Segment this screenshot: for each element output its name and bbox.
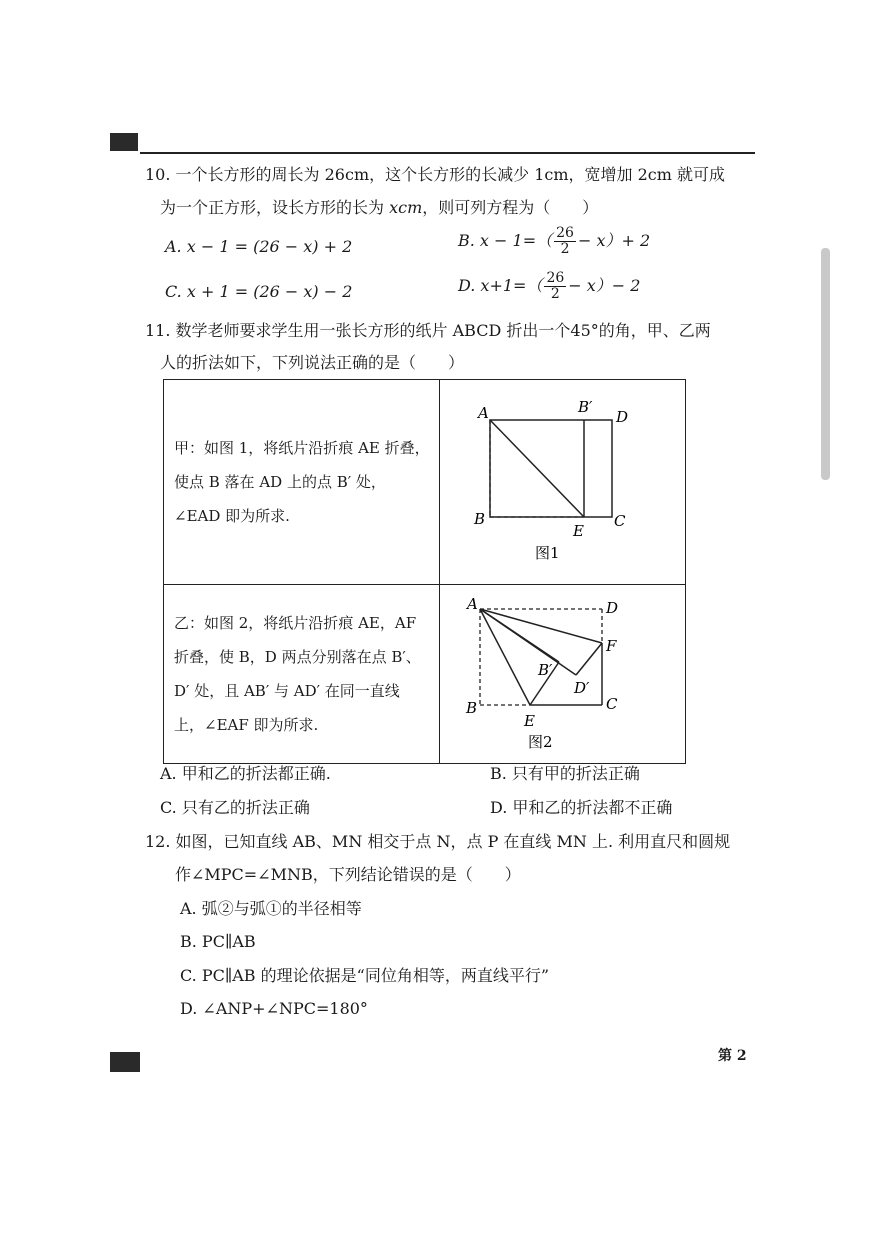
q10-option-a: A. x − 1 = (26 − x) + 2 bbox=[165, 237, 353, 256]
fig2-label: D bbox=[606, 599, 619, 617]
q12-option-d: D. ∠ANP+∠NPC=180° bbox=[180, 999, 368, 1018]
q12-option-c: C. PC∥AB 的理论依据是“同位角相等，两直线平行” bbox=[180, 966, 550, 985]
q11-option-c: C. 只有乙的折法正确 bbox=[160, 798, 310, 817]
page-number: 第 2 bbox=[718, 1048, 747, 1064]
fig2-label: E bbox=[524, 712, 535, 730]
fig1-label: C bbox=[614, 512, 626, 530]
figure-1 bbox=[440, 380, 685, 580]
fraction-26-over-2: $\frac{26}{2}$ bbox=[546, 270, 565, 302]
yi-line: 上，∠EAF 即为所求. bbox=[174, 716, 319, 734]
scrollbar-thumb[interactable] bbox=[821, 248, 830, 480]
fig2-label: A bbox=[467, 595, 478, 613]
header-rule bbox=[140, 152, 755, 154]
fig2-caption: 图2 bbox=[528, 733, 553, 751]
fig1-label: D bbox=[616, 408, 629, 426]
q10-line1: 10. 一个长方形的周长为 26cm，这个长方形的长减少 1cm，宽增加 2cm 就可成 bbox=[145, 165, 725, 184]
fig1-label: B′ bbox=[578, 398, 593, 416]
q12-line2: 作∠MPC=∠MNB，下列结论错误的是（ ） bbox=[175, 865, 521, 884]
q11-option-d: D. 甲和乙的折法都不正确 bbox=[490, 798, 673, 817]
fig1-label: A bbox=[478, 404, 489, 422]
fig1-label: B bbox=[474, 510, 486, 528]
fig2-label: C bbox=[606, 695, 618, 713]
folding-methods-table bbox=[163, 379, 686, 764]
yi-line: 乙：如图 2，将纸片沿折痕 AE，AF bbox=[174, 614, 417, 632]
fig1-label: E bbox=[573, 522, 584, 540]
yi-method-cell bbox=[164, 585, 440, 764]
figure-2-cell bbox=[440, 585, 686, 764]
jia-line: ∠EAD 即为所求. bbox=[174, 507, 290, 525]
yi-line: 折叠，使 B，D 两点分别落在点 B′、 bbox=[174, 648, 421, 666]
figure-2 bbox=[440, 585, 685, 759]
q12-line1: 12. 如图，已知直线 AB、MN 相交于点 N，点 P 在直线 MN 上. 利用直尺和圆规 bbox=[145, 832, 731, 851]
q10-line2: 为一个正方形，设长方形的长为 xcm，则可列方程为（ ） bbox=[160, 198, 599, 217]
q12-option-b: B. PC∥AB bbox=[180, 932, 256, 951]
fig2-label: D′ bbox=[574, 679, 590, 697]
jia-line: 使点 B 落在 AD 上的点 B′ 处， bbox=[174, 473, 386, 491]
fraction-26-over-2: $\frac{26}{2}$ bbox=[556, 225, 574, 257]
fig1-caption: 图1 bbox=[535, 544, 560, 562]
q11-option-a: A. 甲和乙的折法都正确. bbox=[160, 764, 331, 783]
footer-corner-mark bbox=[110, 1052, 140, 1072]
q10-option-b: B. x − 1=（ $\frac{26}{2}$ − x）+ 2 bbox=[458, 225, 651, 257]
q11-line1: 11. 数学老师要求学生用一张长方形的纸片 ABCD 折出一个45°的角，甲、乙两 bbox=[145, 321, 711, 340]
q11-line2: 人的折法如下，下列说法正确的是（ ） bbox=[160, 353, 465, 372]
q10-option-c: C. x + 1 = (26 − x) − 2 bbox=[165, 282, 353, 301]
fig2-label: B′ bbox=[538, 661, 553, 679]
q11-option-b: B. 只有甲的折法正确 bbox=[490, 764, 640, 783]
yi-line: D′ 处，且 AB′ 与 AD′ 在同一直线 bbox=[174, 682, 400, 700]
fig2-label: B bbox=[466, 699, 478, 717]
header-corner-mark bbox=[110, 133, 138, 151]
q12-option-a: A. 弧②与弧①的半径相等 bbox=[180, 899, 362, 918]
q10-option-d: D. x+1=（ $\frac{26}{2}$ − x）− 2 bbox=[458, 270, 641, 302]
fig2-label: F bbox=[606, 637, 617, 655]
jia-line: 甲：如图 1，将纸片沿折痕 AE 折叠， bbox=[174, 439, 430, 457]
jia-method-cell bbox=[164, 380, 440, 585]
figure-1-cell bbox=[440, 380, 686, 585]
